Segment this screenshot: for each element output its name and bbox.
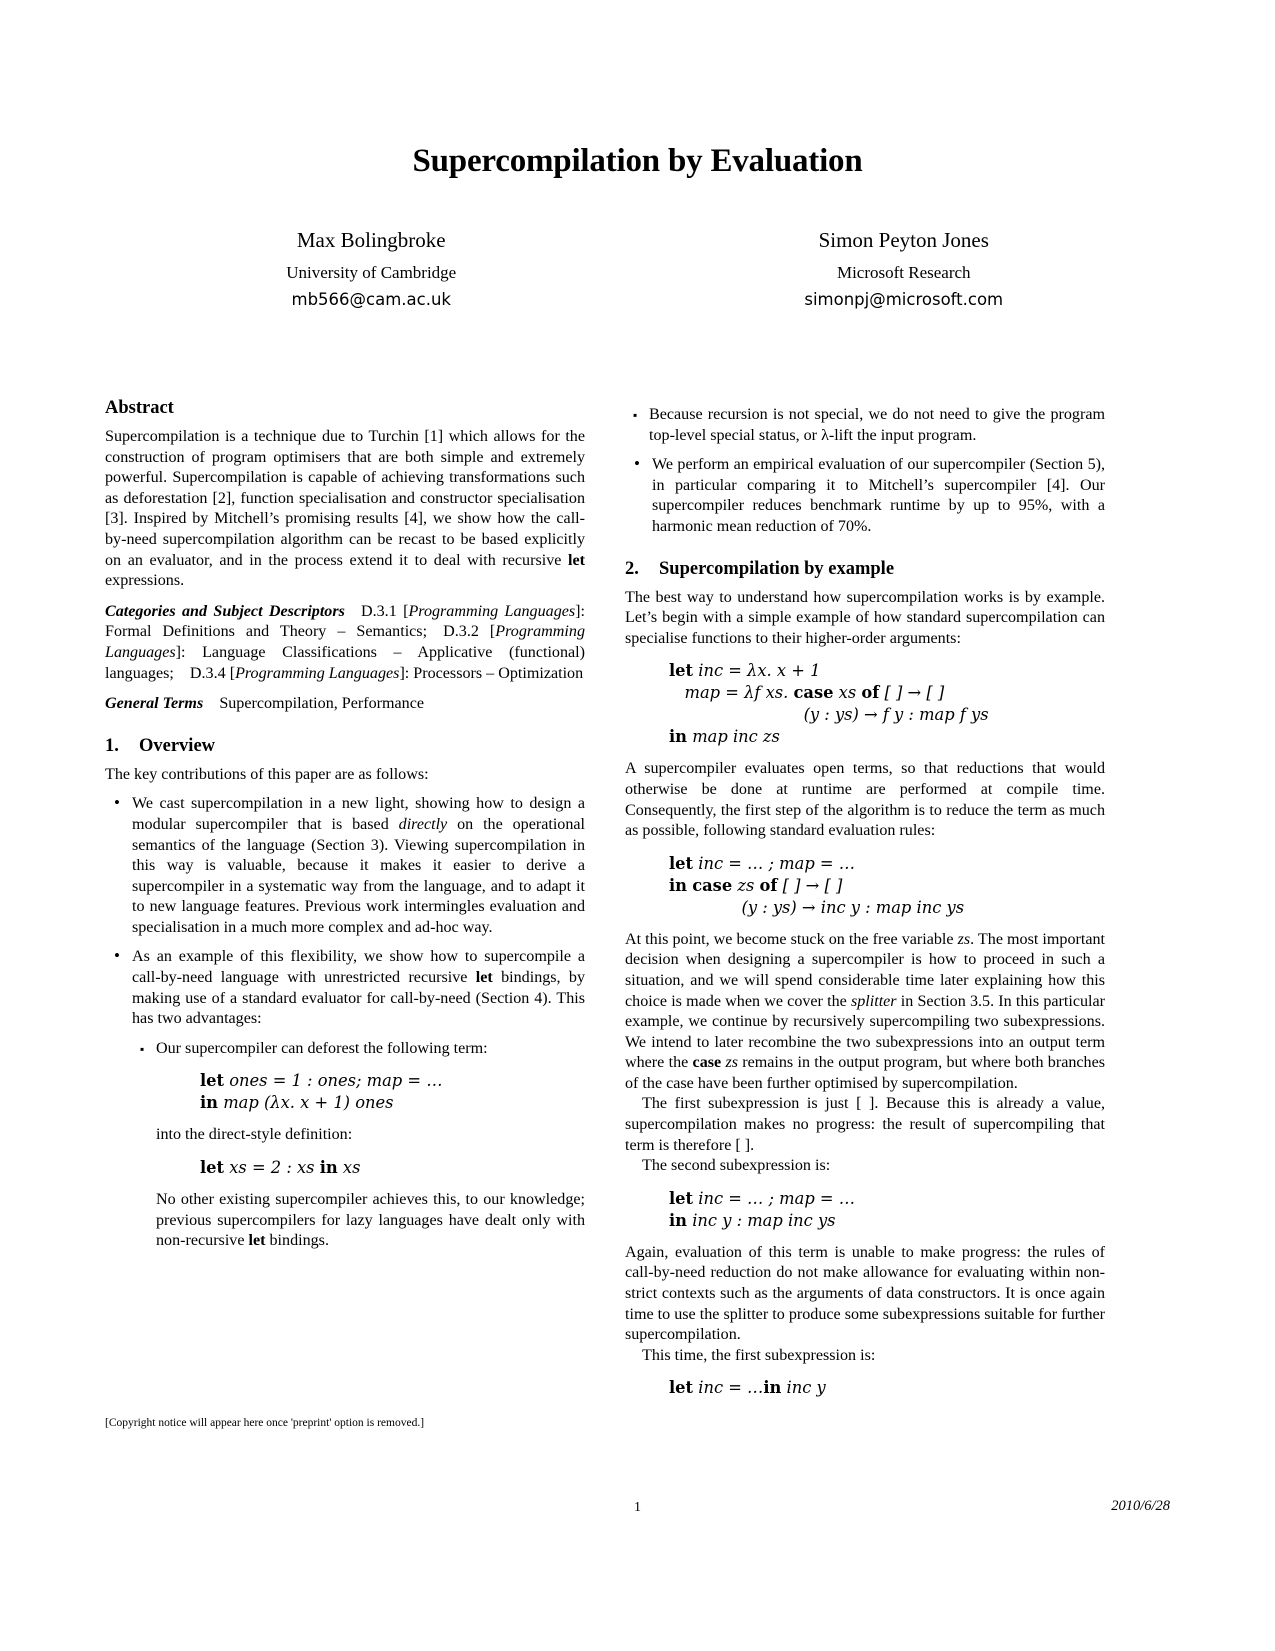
section-heading-overview <box>105 734 585 758</box>
contributions-list-continued <box>625 455 1105 537</box>
bullet2-text-2: bindings, by making use of a standard evaluator for call-by-need (Section 4). This has two advantages: <box>132 969 586 1028</box>
code-line-2a: zs <box>732 875 760 895</box>
section2-paragraph-6: Again, evaluation of this term is unable to make progress: the rules of call-by-need reduction do not make allowance for evaluating within non-strict contexts such as the arguments of data constructors. It is once again time to use the splitter to produce some subexpressions suitable for further supercompilation. <box>625 1243 1105 1344</box>
code-line-1: ones = 1 : ones; map = … <box>224 1071 443 1091</box>
code-keyword-let: let <box>669 853 694 873</box>
list-item <box>105 794 585 938</box>
code-line-3: (y : ys) → inc y : map inc ys <box>741 897 965 917</box>
code-keyword-of: of <box>759 875 778 895</box>
section2-paragraph-1: The best way to understand how supercompilation works is by example. Let’s begin with a simple example of how standard supercompilation can specialise functions to their higher-order arguments: <box>625 588 1105 647</box>
abstract-keyword-let: let <box>568 551 585 569</box>
abstract-text-1: Supercompilation is a technique due to Turchin [1] which allows for the construction of program optimisers that are both simple and extremely powerful. Supercompilation is capable of achieving transformations such as deforestation [2], function specialisation and constructor specialisation [3]. Inspired by Mitchell’s promising results [4], we show how the call-by-need supercompilation algorithm can be recast to be based explicitly on an evaluator, and in the process extend it to deal with recursive <box>105 428 585 569</box>
categories-text-4: ]: Processors – Optimization <box>399 664 584 682</box>
code-block-deforest <box>156 1070 585 1114</box>
section-heading-example <box>625 557 1105 581</box>
code-line-3: (y : ys) → f y : map f ys <box>803 705 989 725</box>
after-code-1: into the direct-style definition: <box>156 1126 353 1144</box>
section2-paragraph-2: A supercompiler evaluates open terms, so that reductions that would otherwise be done at runtime are performed at compile time. Consequently, the first step of the algorithm is to reduce the term as much as possible, following standard evaluation rules: <box>625 760 1105 840</box>
code-line-1: inc = … ; map = … <box>693 1188 856 1208</box>
author-affiliation: University of Cambridge <box>286 263 457 282</box>
p3-var-zs-2: zs <box>721 1054 738 1072</box>
categories-text-1: D.3.1 [ <box>360 602 409 620</box>
categories-paragraph <box>105 602 585 684</box>
bullet1-italic: directly <box>398 815 448 833</box>
code-keyword-case: case <box>793 683 834 703</box>
list-item <box>132 1039 585 1252</box>
author-2 <box>638 225 1171 313</box>
author-1 <box>105 225 638 313</box>
author-email[interactable]: mb566@cam.ac.uk <box>291 290 451 309</box>
p3-var-zs: zs <box>957 930 971 948</box>
categories-text-3: ]: Language Classifications – Applicative (functional) languages; D.3.4 [ <box>105 643 585 682</box>
categories-label: Categories and Subject Descriptors <box>105 602 345 620</box>
code-keyword-of: of <box>861 683 880 703</box>
after-code2-keyword-let: let <box>248 1232 266 1250</box>
code-line-2b: [ ] → [ ] <box>777 875 843 895</box>
p3-text-2: . The most important decision when designing a supercompiler is how to proceed in such a situation, and we will spend considerable time later explaining how this choice is made when we cover the <box>625 930 1105 1010</box>
code-text-2: xs <box>337 1158 361 1178</box>
code-keyword-in: in <box>669 727 688 747</box>
bullet1-text-1: We cast supercompilation in a new light, showing how to design a modular supercompiler that is based <box>132 795 585 833</box>
code-keyword-let: let <box>669 661 694 681</box>
code-keyword-let: let <box>669 1378 694 1398</box>
section2-paragraph-5: The second subexpression is: <box>642 1157 831 1175</box>
author-name: Simon Peyton Jones <box>818 228 989 252</box>
categories-italic-1: Programming Languages <box>408 602 576 620</box>
general-terms-value: Supercompilation, Performance <box>219 695 424 713</box>
code-keyword-let: let <box>200 1158 225 1178</box>
bullet2-keyword-let: let <box>475 969 493 987</box>
code-block-map-inc <box>625 660 1105 748</box>
section2-paragraph-3 <box>625 930 1105 1095</box>
p3-text-3: in Section 3.5. In this particular example, we continue by recursively supercompiling two subexpressions. We intend to later recombine the two subexpressions into an output term where the <box>625 992 1105 1072</box>
code-keyword-in: in <box>669 875 688 895</box>
code-keyword-case: case <box>692 875 733 895</box>
after-code2-text-1: No other existing supercompiler achieves this, to our knowledge; previous supercompilers for lazy languages have dealt only with non-recursive <box>156 1191 585 1250</box>
code-text-1: xs = 2 : xs <box>224 1158 320 1178</box>
abstract-text-2: expressions. <box>105 572 185 590</box>
code-block-first-subexpr <box>625 1377 1105 1399</box>
section-title: Overview <box>139 735 216 756</box>
bullet1-text-2: on the operational semantics of the language (Section 3). Viewing supercompilation in this way is valuable, because it makes it easier to derive a supercompiler in a systematic way from the language, and to adapt it to new language features. Previous work intermingles evaluation and specialisation in a much more complex and ad-hoc way. <box>132 815 586 936</box>
author-name: Max Bolingbroke <box>296 228 446 252</box>
code-keyword-in: in <box>763 1378 782 1398</box>
column-right <box>625 396 1105 1410</box>
code-block-second-subexpr <box>625 1188 1105 1232</box>
abstract-heading: Abstract <box>105 398 174 418</box>
list-item: ▪ Because recursion is not special, we do not need to give the program top-level special status, or λ-lift the input program. <box>625 405 1105 446</box>
categories-italic-2: Programming Languages <box>105 623 585 661</box>
code-keyword-in: in <box>319 1158 338 1178</box>
code-keyword-in: in <box>200 1093 219 1113</box>
column-left <box>105 396 585 1261</box>
sub1-text: Our supercompiler can deforest the following term: <box>156 1039 488 1057</box>
code-line-1: inc = λx. x + 1 <box>693 661 821 681</box>
general-terms-paragraph <box>105 694 585 715</box>
code-keyword-in: in <box>669 1210 688 1230</box>
page-title: Supercompilation by Evaluation <box>412 143 863 179</box>
author-affiliation: Microsoft Research <box>836 263 971 282</box>
categories-text-2: ]: Formal Definitions and Theory – Semantics; D.3.2 [ <box>105 602 585 641</box>
section2-paragraph-4: The first subexpression is just [ ]. Because this is already a value, supercompilation makes no progress: the result of supercompiling that term is therefore [ ]. <box>625 1095 1105 1154</box>
section-title: Supercompilation by example <box>659 558 895 579</box>
general-terms-label: General Terms <box>105 695 204 713</box>
author-block <box>105 225 1170 313</box>
overview-intro: The key contributions of this paper are as follows: <box>105 765 429 783</box>
code-line-4: map inc zs <box>687 727 780 747</box>
section-number: 1. <box>105 735 119 756</box>
list-item: • We perform an empirical evaluation of our supercompiler (Section 5), in particular comparing it to Mitchell’s supercompiler [4]. Our supercompiler reduces benchmark runtime by up to 95%, with a harmonic mean reduction of 70%. <box>625 455 1105 537</box>
page-date: 2010/6/28 <box>1111 1498 1170 1514</box>
section2-paragraph-7: This time, the first subexpression is: <box>642 1346 876 1364</box>
p3-keyword-case: case <box>692 1054 722 1072</box>
p3-italic-splitter: splitter <box>850 992 897 1010</box>
bullet2-text-1: As an example of this flexibility, we show how to supercompile a call-by-need language with unrestricted recursive <box>132 948 585 987</box>
p3-text-4: remains in the output program, but where both branches of the case have been further optimised by supercompilation. <box>625 1054 1105 1092</box>
code-line-2a: map = λf xs. <box>684 683 794 703</box>
abstract-body <box>105 427 585 592</box>
code-line-2b: xs <box>833 683 862 703</box>
copyright-notice: [Copyright notice will appear here once 'preprint' option is removed.] <box>105 1417 425 1429</box>
advantages-list-continued <box>625 405 1105 446</box>
code-keyword-let: let <box>200 1071 225 1091</box>
after-code2-text-2: bindings. <box>265 1232 329 1250</box>
code-block-reduced <box>625 853 1105 919</box>
code-keyword-let: let <box>669 1188 694 1208</box>
categories-italic-3: Programming Languages <box>235 664 400 682</box>
advantages-list <box>132 1039 585 1252</box>
code-text-1: inc = … <box>693 1378 764 1398</box>
list-item <box>105 947 585 1251</box>
section-number: 2. <box>625 558 639 579</box>
code-line-2: map (λx. x + 1) ones <box>218 1093 394 1113</box>
contributions-list <box>105 794 585 1252</box>
author-email[interactable]: simonpj@microsoft.com <box>804 290 1004 309</box>
code-block-direct-style <box>156 1157 585 1179</box>
code-line-1: inc = … ; map = … <box>693 853 856 873</box>
after-code-2 <box>156 1190 585 1252</box>
page-number: 1 <box>634 1500 641 1515</box>
code-line-2c: [ ] → [ ] <box>879 683 945 703</box>
code-line-2: inc y : map inc ys <box>687 1210 836 1230</box>
p3-text-1: At this point, we become stuck on the free variable <box>625 930 958 948</box>
code-text-2: inc y <box>781 1378 826 1398</box>
